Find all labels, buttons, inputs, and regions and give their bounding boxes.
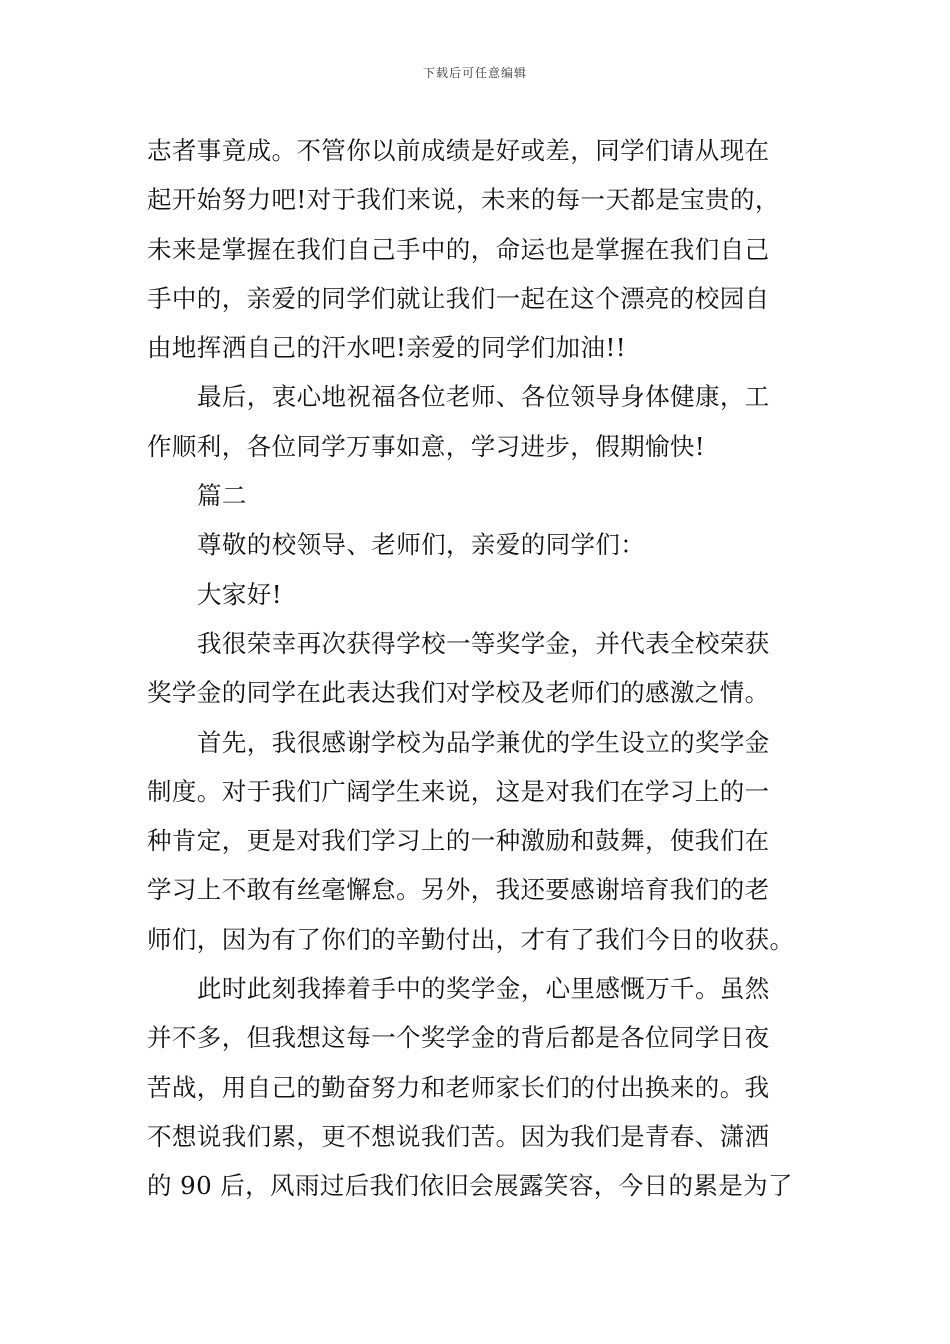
text-line: 大家好! [197, 579, 282, 609]
text-line: 我很荣幸再次获得学校一等奖学金，并代表全校荣获 [197, 628, 770, 658]
text-line: 尊敬的校领导、老师们，亲爱的同学们： [197, 530, 646, 560]
page-header-note: 下载后可任意编辑 [422, 66, 527, 80]
text-line: 未来是掌握在我们自己手中的，命运也是掌握在我们自己 [147, 234, 770, 264]
text-line: 苦战，用自己的勤奋努力和老师家长们的付出换来的。我 [147, 1072, 770, 1102]
text-line: 最后，衷心地祝福各位老师、各位领导身体健康，工 [197, 382, 770, 412]
text-line: 首先，我很感谢学校为品学兼优的学生设立的奖学金 [197, 727, 770, 757]
text-line: 手中的，亲爱的同学们就让我们一起在这个漂亮的校园自 [147, 283, 770, 313]
text-line: 种肯定，更是对我们学习上的一种激励和鼓舞，使我们在 [147, 826, 770, 856]
text-line: 的 90 后，风雨过后我们依旧会展露笑容，今日的累是为了 [147, 1171, 793, 1201]
text-line: 制度。对于我们广阔学生来说，这是对我们在学习上的一 [147, 776, 770, 806]
text-line: 作顺利，各位同学万事如意，学习进步，假期愉快! [147, 431, 706, 461]
text-line: 起开始努力吧!对于我们来说，未来的每一天都是宝贵的， [147, 185, 780, 215]
text-line: 此时此刻我捧着手中的奖学金，心里感慨万千。虽然 [197, 974, 770, 1004]
text-line: 篇二 [197, 481, 247, 511]
text-line: 奖学金的同学在此表达我们对学校及老师们的感激之情。 [147, 678, 770, 708]
document-body [147, 126, 807, 1211]
text-line: 不想说我们累，更不想说我们苦。因为我们是青春、潇洒 [147, 1121, 770, 1151]
text-line: 学习上不敢有丝毫懈怠。另外，我还要感谢培育我们的老 [147, 875, 770, 905]
text-line: 志者事竟成。不管你以前成绩是好或差，同学们请从现在 [147, 136, 770, 165]
text-line: 师们，因为有了你们的辛勤付出，才有了我们今日的收获。 [147, 924, 795, 954]
text-line: 由地挥洒自己的汗水吧!亲爱的同学们加油!! [147, 333, 626, 363]
text-line: 并不多，但我想这每一个奖学金的背后都是各位同学日夜 [147, 1023, 770, 1053]
